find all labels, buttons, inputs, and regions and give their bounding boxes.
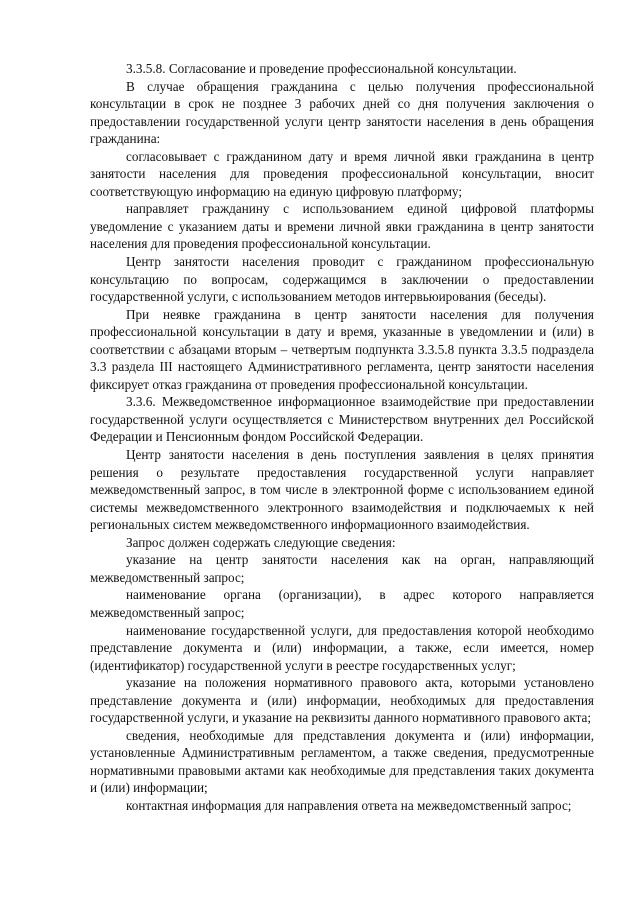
paragraph-section-3-3-5-8-heading: 3.3.5.8. Согласование и проведение профессиональной консультации. (126, 61, 517, 76)
paragraph-consultation-request: В случае обращения гражданина с целью получения профессиональной консультации в срок не позднее 3 рабочих дней со дня получения заключения о предоставлении государственной услуги центр занятости населения в день обращения гражданина: (90, 78, 594, 147)
paragraph-item-legal-act: указание на положения нормативного правового акта, которыми установлено представление документа и (или) информации, необходимых для предоставления государственной услуги, и указание на реквизиты данного нормативного правового акта; (90, 675, 594, 726)
paragraph-non-appearance: При неявке гражданина в центр занятости населения для получения профессиональной консультации в дату и время, указанные в уведомлении и (или) в соответствии с абзацами вторым – четвертым подпункта 3.3.5.8 пункта 3.3.5 подраздела 3.3 раздела III настоящего Административного регламента, центр занятости населения фиксирует отказ гражданина от проведения профессиональной консультации. (90, 306, 594, 392)
paragraph-item-requesting-body: указание на центр занятости населения как на орган, направляющий межведомственный запрос; (90, 552, 594, 585)
paragraph-item-recipient-name: наименование органа (организации), в адрес которого направляется межведомственный запрос; (90, 587, 594, 620)
paragraph-request-contents: Запрос должен содержать следующие сведения: (126, 534, 396, 550)
paragraph-conduct-consultation: Центр занятости населения проводит с гражданином профессиональную консультацию по вопросам, содержащимся в заключении о предоставлении государственной услуги, с использованием методов интервьюирования (беседы). (90, 254, 594, 305)
paragraph-item-required-info: сведения, необходимые для представления документа и (или) информации, установленные Административным регламентом, а также сведения, предусмотренные нормативными правовыми актами как необходимые для представления таких документа и (или) информации; (90, 727, 594, 796)
document-page (90, 60, 594, 815)
paragraph-agree-date: согласовывает с гражданином дату и время личной явки гражданина в центр занятости населения для проведения профессиональной консультации, вносит соответствующую информацию на единую цифровую платформу; (90, 148, 594, 199)
paragraph-interagency-request: Центр занятости населения в день поступления заявления в целях принятия решения о результате предоставления государственной услуги направляет межведомственный запрос, в том числе в электронной форме с использованием единой системы межведомственного электронного взаимодействия и подключаемых к ней региональных систем межведомственного информационного взаимодействия. (90, 447, 594, 533)
paragraph-section-3-3-6: 3.3.6. Межведомственное информационное взаимодействие при предоставлении государственной услуги осуществляется с Министерством внутренних дел Российской Федерации и Пенсионным фондом Российской Федерации. (90, 394, 594, 445)
paragraph-item-service-name: наименование государственной услуги, для предоставления которой необходимо представление документа и (или) информации, а также, если имеется, номер (идентификатор) государственной услуги в реестре государственных услуг; (90, 622, 594, 673)
paragraph-item-contact-info: контактная информация для направления ответа на межведомственный запрос; (126, 797, 572, 813)
paragraph-send-notification: направляет гражданину с использованием единой цифровой платформы уведомление с указанием даты и времени личной явки гражданина в центр занятости населения для проведения профессиональной консультации. (90, 201, 594, 252)
